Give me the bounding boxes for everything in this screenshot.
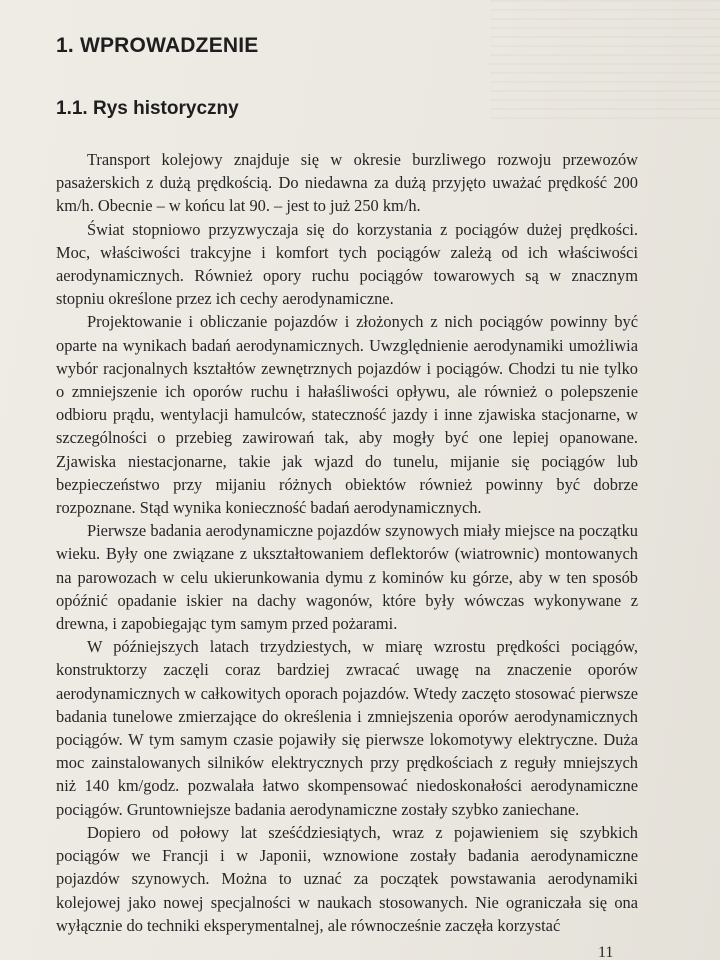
paragraph: Transport kolejowy znajduje się w okresie burzliwego rozwoju przewozów pasażerskich z dużą prędkością. Do niedawna za dużą przyjęto uważać prędkość 200 km/h. Obecnie – w końcu lat 90. – jest to już 250 km/h.: [56, 150, 638, 216]
paragraph: Pierwsze badania aerodynamiczne pojazdów szynowych miały miejsce na początku wieku. Były one związane z ukształtowaniem deflektorów (wiatrownic) montowanych na parowozach w celu ukierunkowania dymu z kominów ku górze, aby w ten sposób opóźnić opadanie iskier na dachy wagonów, które były wówczas wykonywane z drewna, i zapobiegając tym samym przed pożarami.: [56, 521, 638, 634]
paragraph: Świat stopniowo przyzwyczaja się do korzystania z pociągów dużej prędkości. Moc, właściwości trakcyjne i komfort tych pociągów zależą od ich właściwości aerodynamicznych. Również opory ruchu pociągów towarowych są w znacznym stopniu określone przez ich cechy aerodynamiczne.: [56, 219, 638, 309]
show-through-texture: [490, 0, 720, 120]
section-title: 1.1. Rys historyczny: [56, 98, 239, 119]
body-text: [56, 148, 638, 937]
paragraph: W późniejszych latach trzydziestych, w miarę wzrostu prędkości pociągów, konstruktorzy zaczęli coraz bardziej zwracać uwagę na znaczenie oporów aerodynamicznych w całkowitych oporach pojazdów. Wtedy zaczęto stosować pierwsze badania tunelowe zmierzające do określenia i zmniejszenia oporów aerodynamicznych pociągów. W tym samym czasie pojawiły się pierwsze lokomotywy elektryczne. Duża moc zainstalowanych silników elektrycznych przy prędkościach z reguły mniejszych niż 140 km/godz. pozwalała łatwo skompensować niedoskonałości aerodynamiczne pociągów. Gruntowniejsze badania aerodynamiczne zostały szybko zaniechane.: [56, 637, 638, 819]
paragraph: Projektowanie i obliczanie pojazdów i złożonych z nich pociągów powinny być oparte na wynikach badań aerodynamicznych. Uwzględnienie aerodynamiki umożliwia wybór racjonalnych kształtów zewnętrznych pojazdów i pociągów. Chodzi tu nie tylko o zmniejszenie ich oporów ruchu i hałaśliwości opływu, ale również o polepszenie odbioru prądu, wentylacji hamulców, stateczność jazdy i inne zjawiska stacjonarne, w szczególności o przebieg zawirowań tak, aby mogły być one lepiej opanowane. Zjawiska niestacjonarne, takie jak wjazd do tunelu, mijanie się pociągów lub bezpieczeństwo przy mijaniu różnych obiektów również powinny być dobrze rozpoznane. Stąd wynika konieczność badań aerodynamicznych.: [56, 312, 638, 518]
paragraph: Dopiero od połowy lat sześćdziesiątych, wraz z pojawieniem się szybkich pociągów we Francji i w Japonii, wznowione zostały badania aerodynamiczne pojazdów szynowych. Można to uznać za początek powstawania aerodynamiki kolejowej jako nowej specjalności w naukach stosowanych. Nie ograniczała się ona wyłącznie do techniki eksperymentalnej, ale równocześnie zaczęła korzystać: [56, 822, 638, 935]
chapter-title: 1. WPROWADZENIE: [56, 34, 259, 57]
page-number: 11: [598, 944, 614, 960]
